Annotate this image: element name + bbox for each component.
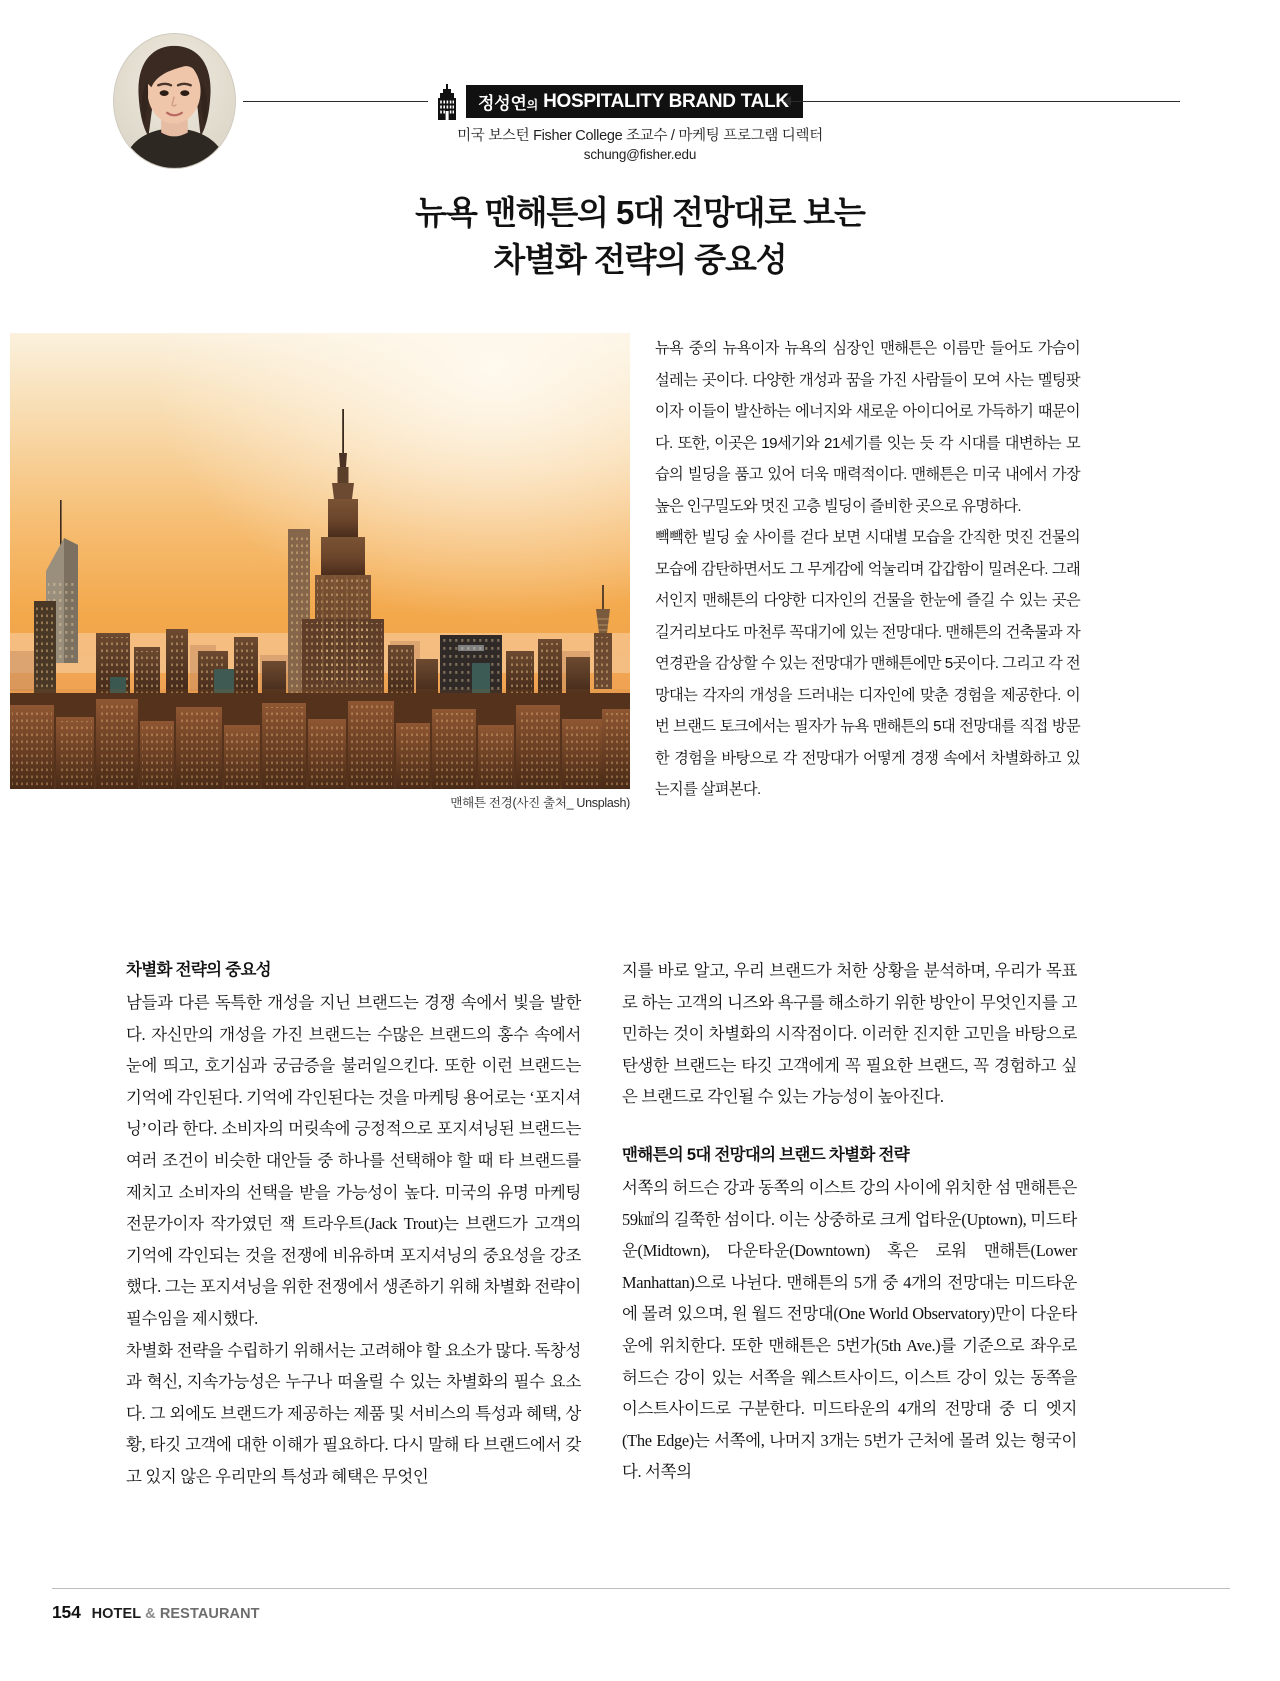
subheading-observatory-strategy: 맨해튼의 5대 전망대의 브랜드 차별화 전략 <box>622 1145 909 1164</box>
body-column-left <box>126 955 581 1493</box>
left-paragraph-2: 차별화 전략을 수립하기 위해서는 고려해야 할 요소가 많다. 독창성과 혁신, 지속가능성은 누구나 떠올릴 수 있는 차별화의 필수 요소다. 그 외에도 브랜드가 제공하는 제품 및 서비스의 특성과 혜택, 상황, 타깃 고객에 대한 이해가 필요하다. 다시 말해 타 브랜드에서 갖고 있지 않은 우리만의 특성과 혜택은 무엇인 <box>126 1340 581 1486</box>
publication-ampersand: & <box>140 1606 160 1622</box>
intro-paragraph-2: 빽빽한 빌딩 숲 사이를 걷다 보면 시대별 모습을 간직한 멋진 건물의 모습에 감탄하면서도 그 무게감에 억눌리며 갑갑함이 밀려온다. 그래서인지 맨해튼의 다양한 디자인의 건물을 한눈에 즐길 수 있는 곳은 길거리보다도 마천루 꼭대기에 있는 전망대다. 맨해튼의 건축물과 자연경관을 감상할 수 있는 전망대가 맨해튼에만 5곳이다. 그리고 각 전망대는 각자의 개성을 드러내는 디자인에 맞춘 경험을 제공한다. 이번 브랜드 토크에서는 필자가 뉴욕 맨해튼의 5대 전망대를 직접 방문한 경험을 바탕으로 각 전망대가 어떻게 경쟁 속에서 차별화하고 있는지를 살펴본다. <box>655 529 1080 798</box>
headline-line-2: 차별화 전략의 중요성 <box>493 240 787 278</box>
building-icon <box>436 84 458 120</box>
right-paragraph-1: 지를 바로 알고, 우리 브랜드가 처한 상황을 분석하며, 우리가 목표로 하는 고객의 니즈와 욕구를 해소하기 위한 방안이 무엇인지를 고민하는 것이 차별화의 시작점이다. 이러한 진지한 고민을 바탕으로 탄생한 브랜드는 타깃 고객에게 꼭 필요한 브랜드, 꼭 경험하고 싶은 브랜드로 각인될 수 있는 가능성이 높아진다. <box>622 961 1077 1107</box>
author-credentials: 미국 보스턴 Fisher College 조교수 / 마케팅 프로그램 디렉터 <box>457 128 823 144</box>
page-footer <box>52 1602 260 1623</box>
brand-title-bar <box>466 85 803 118</box>
headline-line-1: 뉴욕 맨해튼의 5대 전망대로 보는 <box>415 194 865 231</box>
hero-photo <box>10 333 630 789</box>
article-headline <box>0 190 1280 284</box>
brand-english-title: HOSPITALITY BRAND TALK <box>543 90 789 112</box>
masthead-rule-right <box>790 101 1180 102</box>
author-email: schung@fisher.edu <box>583 147 697 162</box>
intro-text <box>655 333 1080 806</box>
left-paragraph-1: 남들과 다른 독특한 개성을 지닌 브랜드는 경쟁 속에서 빛을 발한다. 자신만의 개성을 가진 브랜드는 수많은 브랜드의 홍수 속에서 눈에 띄고, 호기심과 궁금증을 불러일으킨다. 또한 이런 브랜드는 기억에 각인된다. 기억에 각인된다는 것을 마케팅 용어로는 ‘포지셔닝’이라 한다. 소비자의 머릿속에 긍정적으로 포지셔닝된 브랜드는 여러 조건이 비슷한 대안들 중 하나를 선택해야 할 때 타 브랜드를 제치고 소비자의 선택을 받을 가능성이 높다. 미국의 유명 마케팅 전문가이자 작가였던 잭 트라우트(Jack Trout)는 브랜드가 고객의 기억에 각인되는 것을 전쟁에 비유하며 포지셔닝의 중요성을 강조했다. 그는 포지셔닝을 위한 전쟁에서 생존하기 위해 차별화 전략이 필수임을 제시했다. <box>126 993 581 1328</box>
brand-particle: 의 <box>526 98 539 112</box>
publication-restaurant: RESTAURANT <box>159 1606 260 1622</box>
publication-name <box>92 1606 260 1622</box>
right-paragraph-2: 서쪽의 허드슨 강과 동쪽의 이스트 강의 사이에 위치한 섬 맨해튼은 59㎢의 길쭉한 섬이다. 이는 상중하로 크게 업타운(Uptown), 미드타운(Midtown), 다운타운(Downtown) 혹은 로워 맨해튼(Lower Manhattan)으로 나뉜다. 맨해튼의 5개 중 4개의 전망대는 미드타운에 몰려 있으며, 원 월드 전망대(One World Observatory)만이 다운타운에 위치한다. 또한 맨해튼은 5번가(5th Ave.)를 기준으로 좌우로 허드슨 강이 있는 서쪽을 웨스트사이드, 이스트 강이 있는 동쪽을 이스트사이드로 구분한다. 미드타운의 4개의 전망대 중 디 엣지(The Edge)는 서쪽에, 나머지 3개는 5번가 근처에 몰려 있는 형국이다. 서쪽의 <box>622 1177 1078 1482</box>
footer-divider <box>52 1588 1230 1589</box>
masthead-rule-left <box>243 101 428 102</box>
hero-caption: 맨해튼 전경(사진 출처_ Unsplash) <box>450 796 630 810</box>
intro-paragraph-1: 뉴욕 중의 뉴욕이자 뉴욕의 심장인 맨해튼은 이름만 들어도 가슴이 설레는 곳이다. 다양한 개성과 꿈을 가진 사람들이 모여 사는 멜팅팟이자 이들이 발산하는 에너지와 새로운 아이디어로 가득하기 때문이다. 또한, 이곳은 19세기와 21세기를 잇는 듯 각 시대를 대변하는 모습의 빌딩을 품고 있어 더욱 매력적이다. 맨해튼은 미국 내에서 가장 높은 인구밀도와 멋진 고층 빌딩이 즐비한 곳으로 유명하다. <box>655 340 1080 515</box>
brand-korean-name <box>478 89 538 114</box>
publication-hotel: HOTEL <box>91 1606 141 1622</box>
page-number: 154 <box>52 1602 81 1622</box>
subheading-differentiation: 차별화 전략의 중요성 <box>126 961 271 979</box>
masthead <box>0 0 1280 180</box>
body-column-right <box>622 955 1077 1488</box>
brand-author-name: 정성연 <box>478 94 527 113</box>
